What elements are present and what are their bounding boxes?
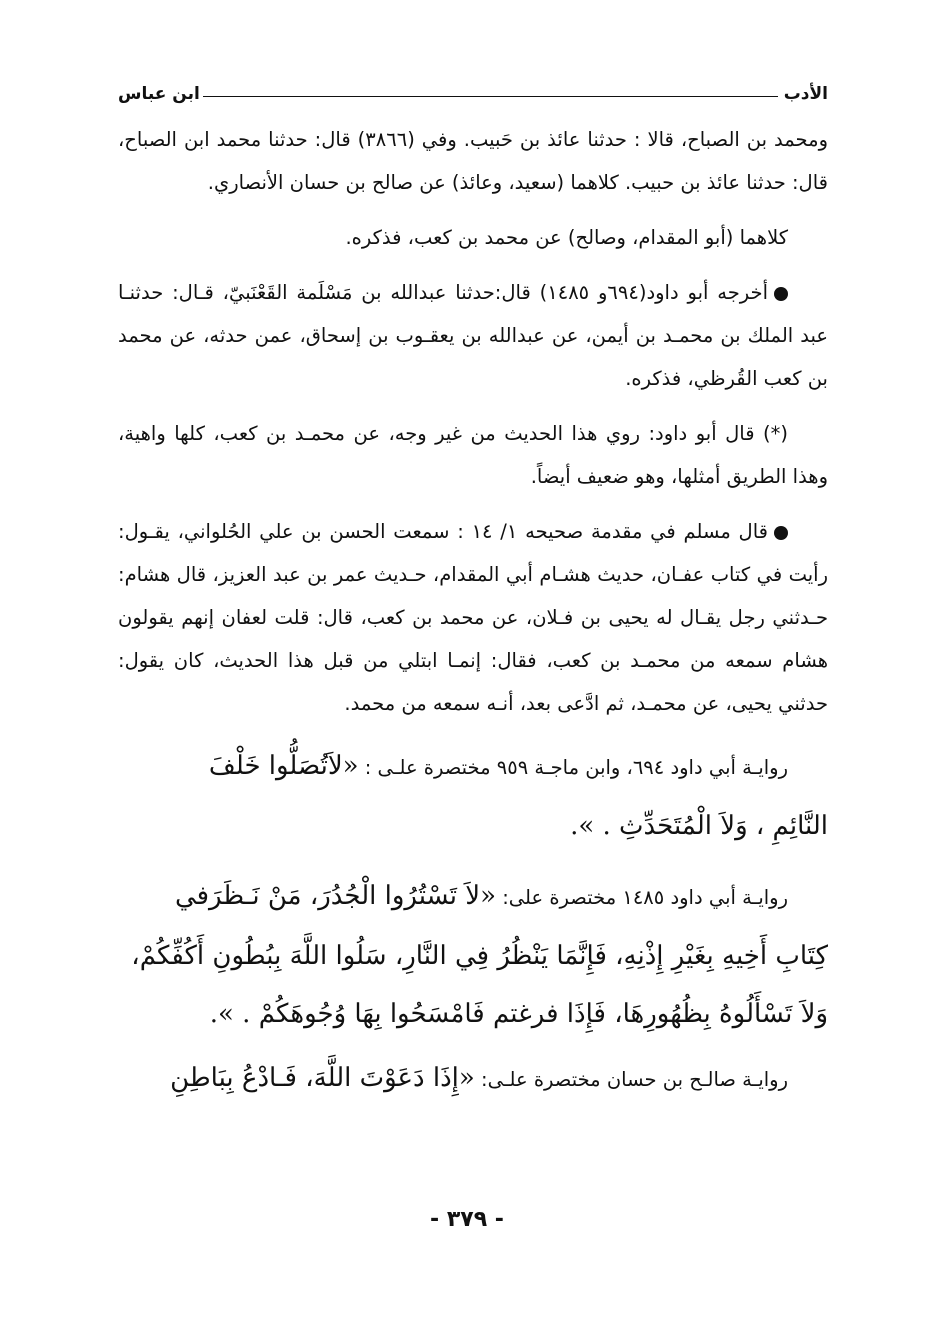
paragraph-5-text: قال مسلم في مقدمة صحيحه ١/ ١٤ : سمعت الحسن بن علي الحُلواني، يقـول: رأيت في كتاب عفـان، حديث هشـام أبي المقدام، حـديث عمر بن عبد العزيز، قال هشام: حـدثني رجل يقـال له يحيى بن فـلان، عن محمد بن كعب، قال: قلت لعفان إنهم يقولون هشام سمعه من محمـد بن كعب، فقال: إنمـا ابتلي من قبل هذا الحديث، كان يقول: حدثني يحيى، عن محمـد، ثم ادَّعى بعد، أنـه سمعه من محمد.: [118, 520, 828, 715]
paragraph-3: [118, 271, 828, 400]
riwaya-3: [118, 1049, 828, 1109]
header-rule: [203, 96, 778, 97]
riwaya-1-continuation: النَّائِمِ ، وَلاَ الْمُتَحَدِّثِ . ».: [570, 811, 828, 841]
riwaya-1-intro: روايـة أبي داود ٦٩٤، وابن ماجـة ٩٥٩ مختصرة علـى :: [364, 756, 788, 779]
riwaya-3-text: «إِذَا دَعَوْتَ اللَّهَ، فَـادْعُ بِبَاطِنِ: [170, 1063, 475, 1093]
paragraph-4: (*) قال أبو داود: روي هذا الحديث من غير وجه، عن محمـد بن كعب، كلها واهية، وهذا الطريق أمثلها، وهو ضعيف أيضاً.: [118, 422, 828, 488]
riwaya-3-intro: روايـة صالـح بن حسان مختصرة علـى:: [481, 1068, 788, 1091]
running-header: [118, 84, 828, 106]
chapter-title: الأدب: [783, 84, 828, 104]
riwaya-2-line-2: كِتَابِ أَخِيهِ بِغَيْرِ إِذْنِهِ، فَإِنَّمَا يَنْظُرُ فِي النَّارِ، سَلُوا اللَّهَ بِبُطُونِ أَكُفِّكُمْ،: [131, 941, 828, 971]
riwaya-2-intro: روايـة أبي داود ١٤٨٥ مختصرة على:: [502, 886, 788, 909]
page-number: - ٣٧٩ -: [430, 1207, 504, 1232]
paragraph-2: كلاهما (أبو المقدام، وصالح) عن محمد بن كعب، فذكره.: [345, 226, 788, 249]
riwaya-2: [118, 867, 828, 927]
paragraph-1: ومحمد بن الصباح، قالا : حدثنا عائذ بن حَبيب. وفي (٣٨٦٦) قال: حدثنا محمد ابن الصباح، قال: حدثنا عائذ بن حبيب. كلاهما (سعيد، وعائذ) عن صالح بن حسان الأنصاري.: [118, 128, 828, 194]
bullet-icon: [774, 526, 788, 540]
section-title: ابن عباس: [118, 84, 200, 104]
riwaya-1-text-a: «لاَتُصَلُّوا خَلْفَ: [208, 751, 359, 781]
paragraph-5: [118, 510, 828, 725]
paragraph-3-text: أخرجه أبو داود(٦٩٤و ١٤٨٥) قال:حدثنا عبدالله بن مَسْلَمة القَعْنَبيّ، قـال: حدثنـا عبد الملك بن محمـد بن أيمن، عن عبدالله بن يعقـوب بن إسحاق، عمن حدثه، عن محمد بن كعب القُرظي، فذكره.: [118, 281, 828, 390]
riwaya-2-line-3: وَلاَ تَسْأَلُوهُ بِظُهُورِهَا، فَإِذَا فرغتم فَامْسَحُوا بِهَا وُجُوهَكُمْ . ».: [209, 999, 828, 1029]
bullet-icon: [774, 287, 788, 301]
riwaya-1: [118, 737, 828, 797]
riwaya-2-text-a: «لاَ تَسْتُرُوا الْجُدُرَ، مَنْ نَـظَرَفي: [174, 881, 497, 911]
page-body: [118, 118, 828, 1109]
